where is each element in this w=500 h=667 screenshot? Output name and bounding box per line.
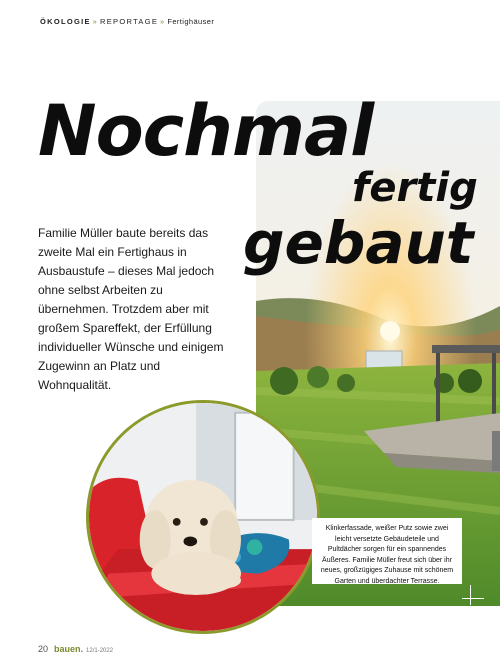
crosshair-line <box>470 585 471 605</box>
page-footer <box>38 644 113 654</box>
photo-caption: Klinkerfassade, weißer Putz sowie zwei leicht versetzte Gebäudeteile und Pultdächer sorgen für ein spannendes Äußeres. Familie Müller freut sich über ihr neues, großzügiges Zuhause mit schönem Garten und überdachter Terrasse. <box>312 518 462 584</box>
lead-paragraph: Familie Müller baute bereits das zweite Mal ein Fertighaus in Ausbaustufe – dieses Mal jedoch ohne selbst Arbeiten zu übernehmen. Trotzdem aber mit großem Spareffekt, der Erfüllung individueller Wünsche und einigem Zugewinn an Platz und Wohnqualität. <box>38 226 224 392</box>
breadcrumb-item-oekologie: ÖKOLOGIE <box>40 17 91 26</box>
headline-line-3: gebaut <box>243 209 474 277</box>
breadcrumb-separator: » <box>160 19 166 26</box>
crosshair-line <box>462 598 484 599</box>
breadcrumb-item-fertighaeuser: Fertighäuser <box>167 17 215 26</box>
dog-photo <box>86 400 320 634</box>
dog-photo-illustration <box>89 403 317 631</box>
page-number: 20 <box>38 644 49 654</box>
headline-line-2: fertig <box>352 165 478 211</box>
breadcrumb-separator: » <box>92 19 99 26</box>
headline-line-1: Nochmal <box>38 90 374 172</box>
breadcrumb <box>40 17 214 26</box>
magazine-name: bauen. <box>54 644 84 654</box>
issue-number: 12/1-2022 <box>86 648 114 654</box>
breadcrumb-item-reportage: REPORTAGE <box>100 17 159 26</box>
